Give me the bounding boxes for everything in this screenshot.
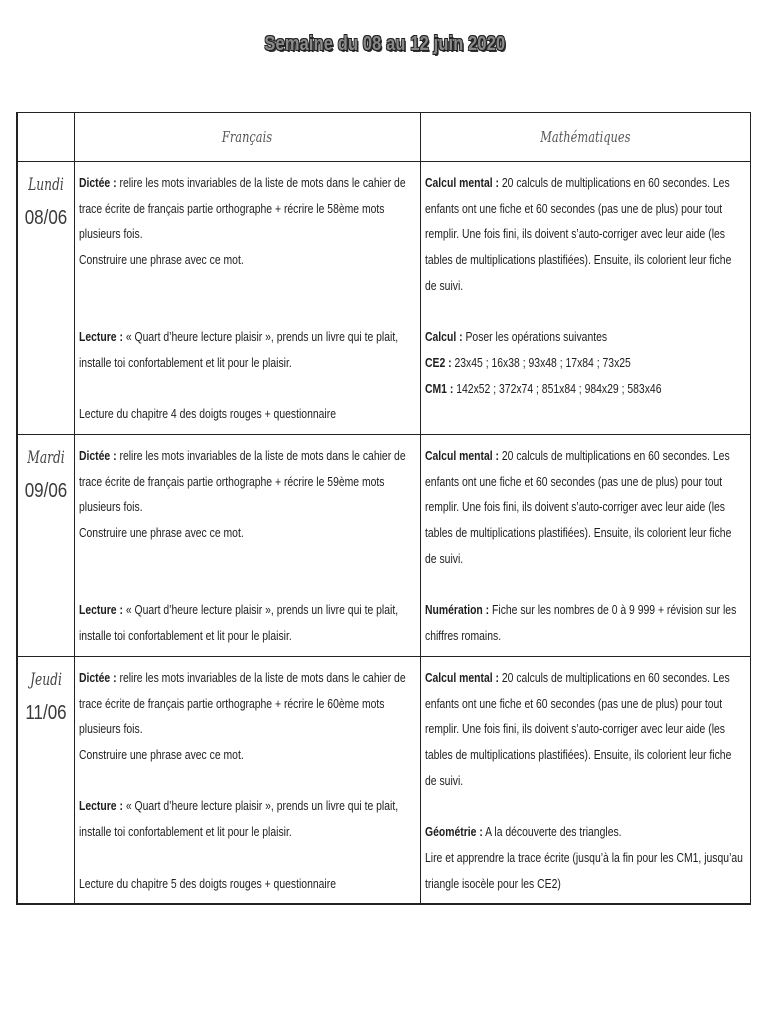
activity-line [79, 716, 420, 742]
activity-line [425, 845, 750, 871]
activity-text: relire les mots invariables de la liste de mots dans le cahier de [119, 175, 406, 190]
activity-line [79, 196, 420, 222]
activity-text: remplir. Une fois fini, ils doivent s’auto-corriger avec leur aide (les [425, 226, 725, 242]
maths-activities [425, 665, 750, 896]
activity [79, 443, 420, 546]
activity-line [79, 401, 420, 427]
activity-line [425, 742, 750, 768]
activity-label: Lecture : [79, 798, 123, 814]
activity [79, 170, 420, 273]
activity-text: 23x45 ; 16x38 ; 93x48 ; 17x84 ; 73x25 [454, 354, 631, 370]
activity-line [79, 350, 420, 376]
activity-label: Calcul mental : [425, 448, 499, 463]
day-cell [18, 435, 75, 657]
activity-text: « Quart d’heure lecture plaisir », prends un livre qui te plait, [125, 329, 399, 345]
maths-cell [421, 435, 751, 657]
activity-text: triangle isocèle pour les CE2) [425, 875, 561, 891]
activity [425, 443, 750, 571]
activity-text: installe toi confortablement et lit pour le plaisir. [79, 354, 292, 370]
activity [79, 597, 420, 648]
activity-text: « Quart d’heure lecture plaisir », prends un livre qui te plait, [125, 798, 399, 814]
activity-line [79, 793, 420, 819]
activity-text: enfants ont une fiche et 60 secondes (pas une de plus) pour tout [425, 695, 723, 711]
activity-line [79, 247, 420, 273]
activity-text: Construire une phrase avec ce mot. [79, 525, 244, 541]
activity-text: trace écrite de français partie orthographe + récrire le 59ème mots [79, 473, 385, 489]
activity-line [425, 520, 750, 546]
activity-text: enfants ont une fiche et 60 secondes (pas une de plus) pour tout [425, 200, 723, 216]
activity-text: tables de multiplications plastifiées). Ensuite, ils colorient leur fiche [425, 525, 732, 541]
activity [425, 350, 750, 376]
francais-activities [79, 665, 420, 896]
activity-line [425, 871, 750, 897]
activity-text: de suivi. [425, 550, 464, 566]
activity-text: installe toi confortablement et lit pour le plaisir. [79, 824, 292, 840]
activity-text: remplir. Une fois fini, ils doivent s’auto-corriger avec leur aide (les [425, 721, 725, 737]
activity-line [425, 691, 750, 717]
activity-text: Lecture du chapitre 5 des doigts rouges + questionnaire [79, 875, 336, 891]
activity-line [425, 469, 750, 495]
activity [79, 401, 420, 427]
activity-line [425, 170, 750, 196]
header-francais: Français [222, 128, 273, 146]
maths-activities [425, 443, 750, 649]
activity-line [79, 623, 420, 649]
schedule-table [16, 112, 751, 905]
activity-text: trace écrite de français partie orthographe + récrire le 60ème mots [79, 695, 385, 711]
activity-text: Lecture du chapitre 4 des doigts rouges + questionnaire [79, 406, 336, 422]
activity-text: 20 calculs de multiplications en 60 secondes. Les [501, 670, 730, 685]
day-cell [18, 657, 75, 905]
francais-cell [75, 657, 421, 905]
activity [425, 665, 750, 793]
activity-text: Fiche sur les nombres de 0 à 9 999 + révision sur les [492, 602, 737, 618]
activity-text: plusieurs fois. [79, 721, 143, 737]
activity-line [425, 597, 750, 623]
activity-text: trace écrite de français partie orthographe + récrire le 58ème mots [79, 200, 385, 216]
activity-line [79, 494, 420, 520]
activity-line [79, 221, 420, 247]
activity-text: Lire et apprendre la trace écrite (jusqu’à la fin pour les CM1, jusqu’au [425, 849, 743, 865]
activity-line [425, 324, 750, 350]
activity-text: plusieurs fois. [79, 226, 143, 242]
activity-line [425, 768, 750, 794]
day-name: Mardi [27, 448, 65, 468]
activity-label: CE2 : [425, 354, 452, 370]
day-cell [18, 162, 75, 435]
activity-text: Construire une phrase avec ce mot. [79, 252, 244, 268]
activity-line [79, 597, 420, 623]
francais-activities [79, 170, 420, 427]
activity-text: remplir. Une fois fini, ils doivent s’auto-corriger avec leur aide (les [425, 499, 725, 515]
activity-label: Géométrie : [425, 824, 483, 840]
activity-text: Poser les opérations suivantes [465, 329, 608, 345]
activity-line [79, 520, 420, 546]
day-date: 11/06 [25, 702, 67, 724]
activity-line [425, 221, 750, 247]
activity-text: Construire une phrase avec ce mot. [79, 747, 244, 763]
header-maths: Mathématiques [540, 128, 631, 146]
activity-line [425, 665, 750, 691]
activity-label: Calcul : [425, 329, 463, 345]
activity-text: de suivi. [425, 277, 464, 293]
activity [425, 819, 750, 896]
activity-text: installe toi confortablement et lit pour le plaisir. [79, 627, 292, 643]
title-bar [0, 30, 770, 58]
activity-line [425, 273, 750, 299]
activity-label: Calcul mental : [425, 670, 499, 685]
activity-line [79, 665, 420, 691]
maths-cell [421, 657, 751, 905]
francais-activities [79, 443, 420, 649]
activity [79, 665, 420, 768]
activity-line [79, 819, 420, 845]
activity [79, 324, 420, 375]
activity [425, 324, 750, 350]
activity [79, 793, 420, 844]
activity-line [425, 716, 750, 742]
activity-text: A la découverte des triangles. [485, 824, 622, 840]
activity-line [425, 350, 750, 376]
activity-line [79, 871, 420, 897]
header-maths-cell [421, 113, 751, 162]
activity-text: plusieurs fois. [79, 499, 143, 515]
activity-line [425, 443, 750, 469]
activity-text: chiffres romains. [425, 627, 502, 643]
activity-text: enfants ont une fiche et 60 secondes (pas une de plus) pour tout [425, 473, 723, 489]
activity-line [425, 819, 750, 845]
francais-cell [75, 162, 421, 435]
day-name: Lundi [28, 175, 64, 195]
activity-text: 20 calculs de multiplications en 60 secondes. Les [501, 448, 730, 463]
activity-text: tables de multiplications plastifiées). Ensuite, ils colorient leur fiche [425, 252, 732, 268]
activity-line [79, 469, 420, 495]
page-title: Semaine du 08 au 12 juin 2020 [264, 33, 506, 55]
activity-label: Dictée : [79, 448, 117, 463]
day-name: Jeudi [30, 670, 62, 690]
activity-line [425, 247, 750, 273]
activity [79, 871, 420, 897]
activity-label: Numération : [425, 602, 490, 618]
activity [425, 376, 750, 402]
activity-text: tables de multiplications plastifiées). Ensuite, ils colorient leur fiche [425, 747, 732, 763]
activity-label: Lecture : [79, 329, 123, 345]
activity-text: relire les mots invariables de la liste de mots dans le cahier de [119, 448, 406, 463]
day-date: 08/06 [24, 207, 68, 229]
activity-line [425, 196, 750, 222]
activity-text: 142x52 ; 372x74 ; 851x84 ; 984x29 ; 583x46 [456, 380, 662, 396]
activity-line [79, 691, 420, 717]
activity-text: relire les mots invariables de la liste de mots dans le cahier de [119, 670, 406, 685]
activity-line [79, 170, 420, 196]
activity-text: de suivi. [425, 772, 464, 788]
activity-line [425, 494, 750, 520]
activity-text: « Quart d’heure lecture plaisir », prends un livre qui te plait, [125, 602, 399, 618]
activity-label: Dictée : [79, 670, 117, 685]
maths-cell [421, 162, 751, 435]
activity-line [79, 324, 420, 350]
francais-cell [75, 435, 421, 657]
activity [425, 597, 750, 648]
activity-line [425, 376, 750, 402]
header-corner [18, 113, 75, 162]
day-date: 09/06 [24, 480, 68, 502]
activity-line [79, 443, 420, 469]
activity-label: Calcul mental : [425, 175, 499, 190]
activity-line [425, 623, 750, 649]
activity [425, 170, 750, 298]
maths-activities [425, 170, 750, 401]
activity-label: Lecture : [79, 602, 123, 618]
activity-label: Dictée : [79, 175, 117, 190]
activity-line [425, 546, 750, 572]
activity-text: 20 calculs de multiplications en 60 secondes. Les [501, 175, 730, 190]
header-francais-cell [75, 113, 421, 162]
activity-line [79, 742, 420, 768]
activity-label: CM1 : [425, 380, 454, 396]
